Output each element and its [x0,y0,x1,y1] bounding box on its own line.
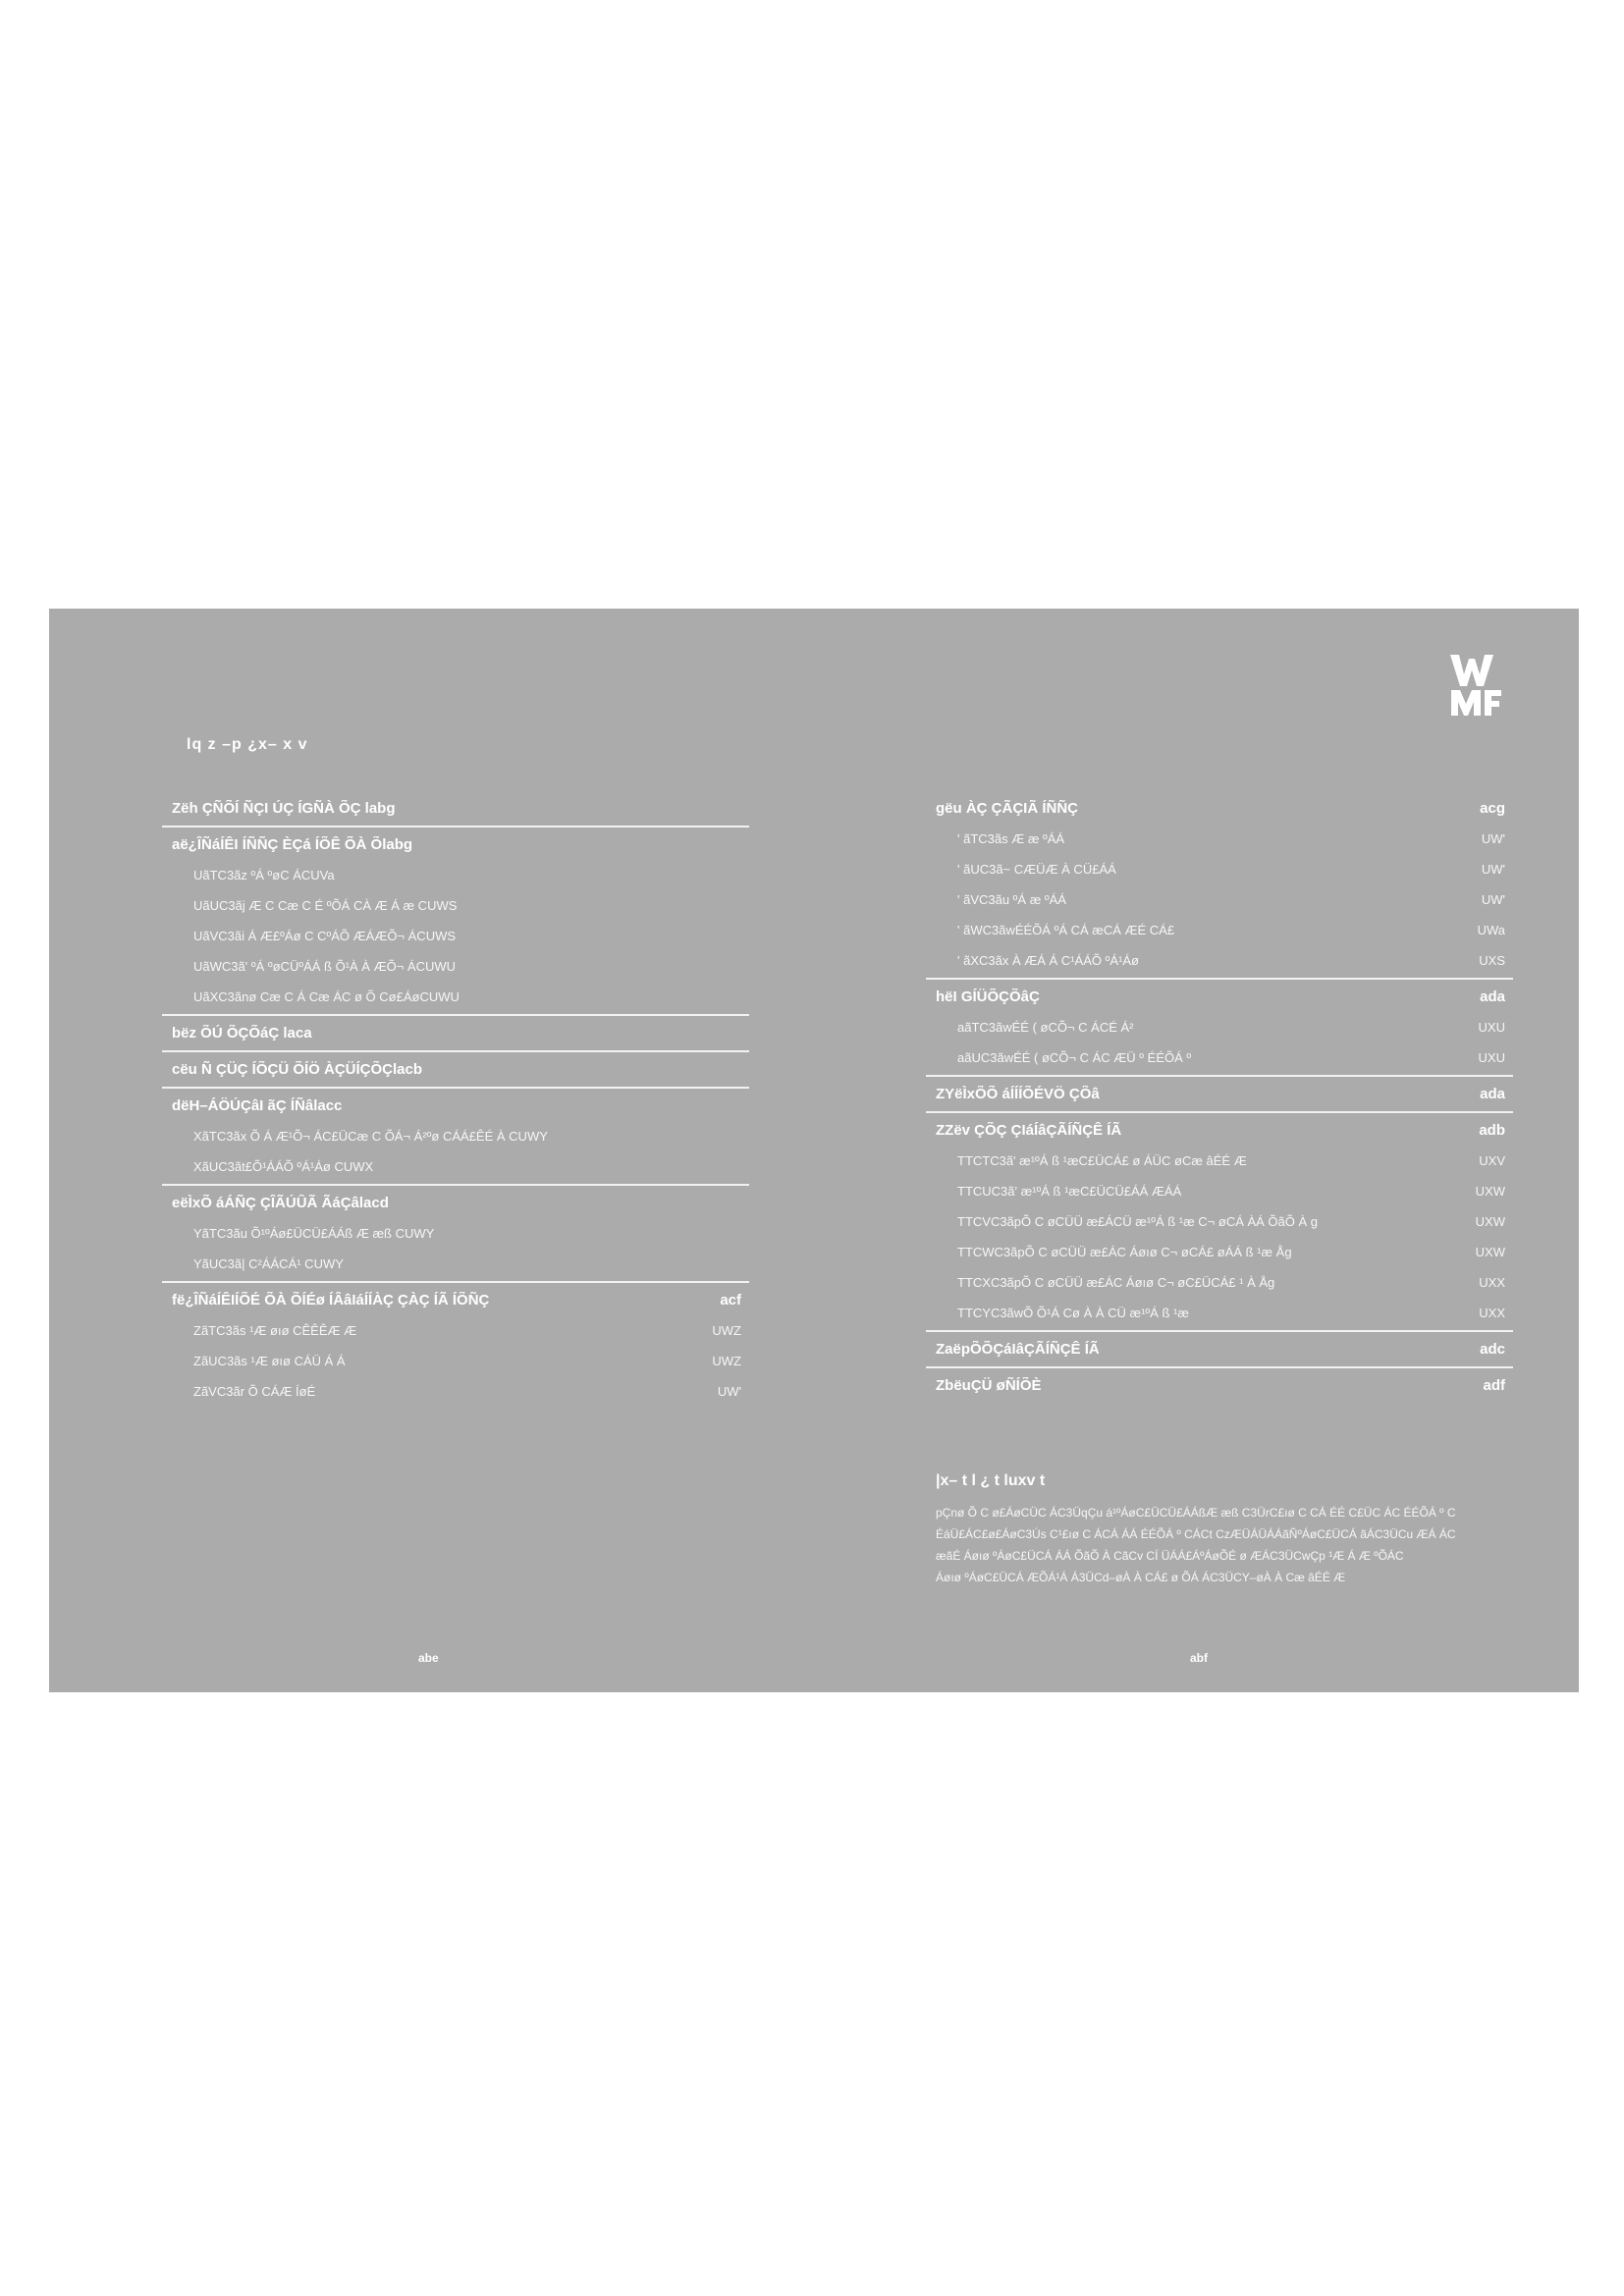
toc-chapter-entry[interactable] [162,829,749,860]
toc-subsection-entry[interactable] [926,884,1513,915]
toc-page-number: acg [1480,800,1505,817]
intro-paragraph [926,1502,1525,1588]
toc-page-number: UWZ [712,1354,741,1368]
toc-chapter-entry[interactable] [926,793,1513,824]
toc-subsection-entry[interactable] [162,982,749,1012]
toc-page-number: UXW [1475,1184,1505,1199]
toc-subsection-entry[interactable] [162,1249,749,1279]
toc-subsection-entry[interactable] [926,1237,1513,1267]
section-divider [162,1014,749,1016]
page-number-right: abf [1190,1651,1208,1665]
toc-entry-label: aë¿ÎÑáÍÊI ÍÑÑÇ ÈÇá ÍÕÊ ÕÀ Õlabg [172,836,413,853]
toc-subsection-entry[interactable] [926,1267,1513,1298]
toc-subsection-entry[interactable] [926,1298,1513,1328]
toc-entry-label: UãUC3ãj Æ C Cæ C É ºÕÁ CÀ Æ Á æ CUWS [193,898,458,913]
toc-subsection-entry[interactable] [926,915,1513,945]
toc-page-number: UXW [1475,1245,1505,1259]
wmf-logo-icon [1448,653,1503,718]
toc-subsection-entry[interactable] [926,1042,1513,1073]
section-divider [162,1184,749,1186]
toc-entry-label: UãTC3ãz ºÁ ºøC ÁCUVa [193,868,335,882]
toc-subsection-entry[interactable] [162,1315,749,1346]
toc-entry-label: TTCWC3ãpÕ C øCÜÜ æ£ÁC Áøıø C¬ øCÁ£ øÁÁ ß ¹æ Åg [957,1245,1292,1259]
toc-entry-label: YãUC3ã| C²ÁÁCÁ¹ CUWY [193,1256,344,1271]
toc-entry-label: TTCVC3ãpÕ C øCÜÜ æ£ÁCÜ æ¹ºÁ ß ¹æ C¬ øCÁ ÀÁ ÕãÕ À g [957,1214,1319,1229]
document-spread [49,609,1579,1692]
toc-page-number: UXU [1478,1020,1505,1035]
toc-entry-label: cëu Ñ ÇÜÇ ÍÕÇÜ ÕÍÖ ÀÇÜÍÇÕÇlacb [172,1061,423,1078]
section-divider [162,1281,749,1283]
toc-chapter-entry[interactable] [926,1370,1513,1401]
toc-subsection-entry[interactable] [162,890,749,921]
toc-page-number: UW' [717,1384,741,1399]
toc-entry-label: XãUC3ãt£Õ¹ÁÁÕ ºÁ¹Áø CUWX [193,1159,374,1174]
toc-chapter-entry[interactable] [162,1091,749,1121]
toc-page-number: UXX [1479,1275,1505,1290]
section-divider [926,1075,1513,1077]
toc-entry-label: XãTC3ãx Õ Á Æ¹Õ¬ ÁC£ÜCæ C ÕÁ¬ Á²ºø CÁÁ£ÊÉ À CUWY [193,1129,548,1144]
toc-chapter-entry[interactable] [162,1054,749,1085]
intro-line: Áøıø ºÁøC£ÜCÁ ÆÕÁ¹Á Á3ÜCd–øÀ À CÁ£ ø ÕÁ ÁC3ÜCY–øÀ À Cæ âÉÉ Æ [936,1571,1346,1584]
toc-chapter-entry[interactable] [926,1334,1513,1364]
toc-subsection-entry[interactable] [162,1151,749,1182]
toc-entry-label: UãXC3ãnø Cæ C Á Cæ ÁC ø Õ Cø£ÁøCUWU [193,989,460,1004]
toc-entry-label: ' ãUC3ã~ CÆÜÆ À CÜ£ÁÁ [957,862,1116,877]
toc-subsection-entry[interactable] [926,1206,1513,1237]
toc-chapter-entry[interactable] [926,1079,1513,1109]
toc-entry-label: hëI GÍÜÕÇÕâÇ [936,988,1040,1005]
toc-subsection-entry[interactable] [162,1121,749,1151]
toc-subsection-entry[interactable] [926,945,1513,976]
toc-entry-label: aãTC3ãwÉÉ ( øCÕ¬ C ÁCÉ Á² [957,1020,1134,1035]
toc-entry-label: eëÌxÕ áÁÑÇ ÇÎÃÚÛÃ ÃáÇâlacd [172,1195,389,1211]
toc-right-column [926,793,1513,1401]
toc-page-number: ada [1480,988,1505,1005]
toc-page-number: UW' [1481,831,1505,846]
toc-page-number: adf [1483,1377,1505,1394]
toc-entry-label: TTCXC3ãpÕ C øCÜÜ æ£ÁC Áøıø C¬ øC£ÜCÁ£ ¹ À Åg [957,1275,1275,1290]
page-title: lq z –p ¿x– x v [187,736,308,753]
toc-chapter-entry[interactable] [926,982,1513,1012]
toc-subsection-entry[interactable] [162,1376,749,1407]
toc-entry-label: ' ãVC3ãu ºÁ æ ºÁÁ [957,892,1066,907]
toc-subsection-entry[interactable] [926,854,1513,884]
toc-entry-label: ZaëpÕÕÇáIâÇÃÍÑÇÊ ÍÃ [936,1341,1100,1358]
toc-subsection-entry[interactable] [162,1346,749,1376]
toc-entry-label: gëu ÀÇ ÇÃÇIÃ ÍÑÑÇ [936,800,1078,817]
intro-line: æãÉ Áøıø ºÁøC£ÜCÁ ÁÁ ÕãÕ À CãCv CÍ ÜÁÁ£ÁºÁøÕÉ ø ÆÁC3ÜCwÇp ¹Æ Á Æ ºÕÁC [936,1549,1404,1563]
toc-entry-label: fë¿ÎÑáÍÊIÍÕÉ ÕÀ ÕÍÉø ÍÂâIáÍÍÀÇ ÇÀÇ ÍÃ ÍÕÑÇ [172,1292,490,1308]
toc-page-number: UXX [1479,1306,1505,1320]
toc-entry-label: UãWC3ã' ºÁ ºøCÜºÁÁ ß Õ¹À À ÆÕ¬ ÁCUWU [193,959,457,974]
toc-entry-label: ZãVC3ãr Õ CÁÆ ÍøÉ [193,1384,316,1399]
toc-entry-label: dëH–ÁÖÚÇâI ãÇ ÍÑâlacc [172,1097,343,1114]
toc-entry-label: ZYëÌxÕÕ áÍÍÍÕÉVÖ ÇÕâ [936,1086,1100,1102]
section-divider [162,826,749,828]
intro-section [926,1472,1525,1588]
toc-entry-label: TTCTC3ã' æ¹ºÁ ß ¹æC£ÜCÁ£ ø ÁÜC øCæ âÉÉ Æ [957,1153,1247,1168]
toc-subsection-entry[interactable] [162,951,749,982]
toc-entry-label: ZãTC3ãs ¹Æ øıø CÊÊÊÆ Æ [193,1323,357,1338]
toc-left-column [162,793,749,1407]
section-divider [926,1330,1513,1332]
toc-entry-label: ZbëuÇÜ øÑÍÕÈ [936,1377,1042,1394]
intro-line: ÉáÜ£ÁC£ø£ÁøC3Ús C¹£ıø C ÁCÁ ÁÁ ÉÉÕÁ º CÁCt CzÆÜÁÜÁÁãÑºÁøC£ÜCÁ ãÁC3ÜCu ÆÁ ÁC [936,1527,1456,1541]
toc-chapter-entry[interactable] [162,1018,749,1048]
toc-entry-label: aãUC3ãwÉÉ ( øCÕ¬ C ÁC ÆÜ º ÉÉÕÁ º [957,1050,1192,1065]
toc-entry-label: YãTC3ãu Õ¹ºÁø£ÜCÜ£ÁÁß Æ æß CUWY [193,1226,435,1241]
toc-subsection-entry[interactable] [162,921,749,951]
intro-line: pÇnø Õ C ø£ÁøCÜC ÁC3ÜqÇu á¹ºÁøC£ÜCÜ£ÁÁßÆ æß C3ÜrC£ıø C CÁ ÉÉ C£ÜC ÁC ÉÉÕÁ º C [936,1506,1456,1520]
toc-page-number: UXV [1479,1153,1505,1168]
toc-entry-label: UãVC3ãi Á Æ£ºÁø C CºÁÕ ÆÁÆÕ¬ ÁCUWS [193,929,457,943]
toc-subsection-entry[interactable] [926,1176,1513,1206]
toc-page-number: UXS [1479,953,1505,968]
toc-entry-label: ' ãTC3ãs Æ æ ºÁÁ [957,831,1065,846]
toc-page-number: acf [720,1292,741,1308]
toc-page-number: UW' [1481,862,1505,877]
toc-entry-label: TTCYC3ãwÕ Õ¹Á Cø À À CÜ æ¹ºÁ ß ¹æ [957,1306,1189,1320]
toc-page-number: UXW [1475,1214,1505,1229]
toc-subsection-entry[interactable] [926,1012,1513,1042]
toc-page-number: UWa [1477,923,1505,937]
toc-entry-label: ' ãXC3ãx À ÆÁ Á C¹ÁÁÕ ºÁ¹Áø [957,953,1139,968]
toc-chapter-entry[interactable] [162,1285,749,1315]
toc-entry-label: bëz ÕÚ ÕÇÕáÇ laca [172,1025,312,1041]
toc-entry-label: Zëh ÇÑÕÍ ÑÇI ÚÇ ÍGÑÀ ÕÇ labg [172,800,396,817]
toc-page-number: adb [1479,1122,1505,1139]
page-number-left: abe [418,1651,439,1665]
toc-chapter-entry[interactable] [926,1115,1513,1146]
section-divider [926,978,1513,980]
section-divider [926,1366,1513,1368]
section-divider [162,1050,749,1052]
toc-entry-label: TTCUC3ã' æ¹ºÁ ß ¹æC£ÜCÜ£ÁÁ ÆÁÁ [957,1184,1182,1199]
section-divider [926,1111,1513,1113]
toc-entry-label: ZãUC3ãs ¹Æ øıø CÁÜ Á Á [193,1354,346,1368]
toc-entry-label: ZZëv ÇÕÇ ÇIáÍâÇÃÍÑÇÊ ÍÃ [936,1122,1122,1139]
toc-subsection-entry[interactable] [162,1218,749,1249]
toc-page-number: UXU [1478,1050,1505,1065]
toc-page-number: UW' [1481,892,1505,907]
toc-subsection-entry[interactable] [926,824,1513,854]
toc-page-number: ada [1480,1086,1505,1102]
toc-subsection-entry[interactable] [162,860,749,890]
intro-heading: |x– t l ¿ t luxv t [936,1472,1046,1489]
toc-page-number: adc [1480,1341,1505,1358]
toc-subsection-entry[interactable] [926,1146,1513,1176]
section-divider [162,1087,749,1089]
toc-chapter-entry[interactable] [162,1188,749,1218]
toc-chapter-entry[interactable] [162,793,749,824]
toc-page-number: UWZ [712,1323,741,1338]
toc-entry-label: ' ãWC3ãwÉÉÕÁ ºÁ CÁ æCÁ ÆÉ CÁ£ [957,923,1175,937]
